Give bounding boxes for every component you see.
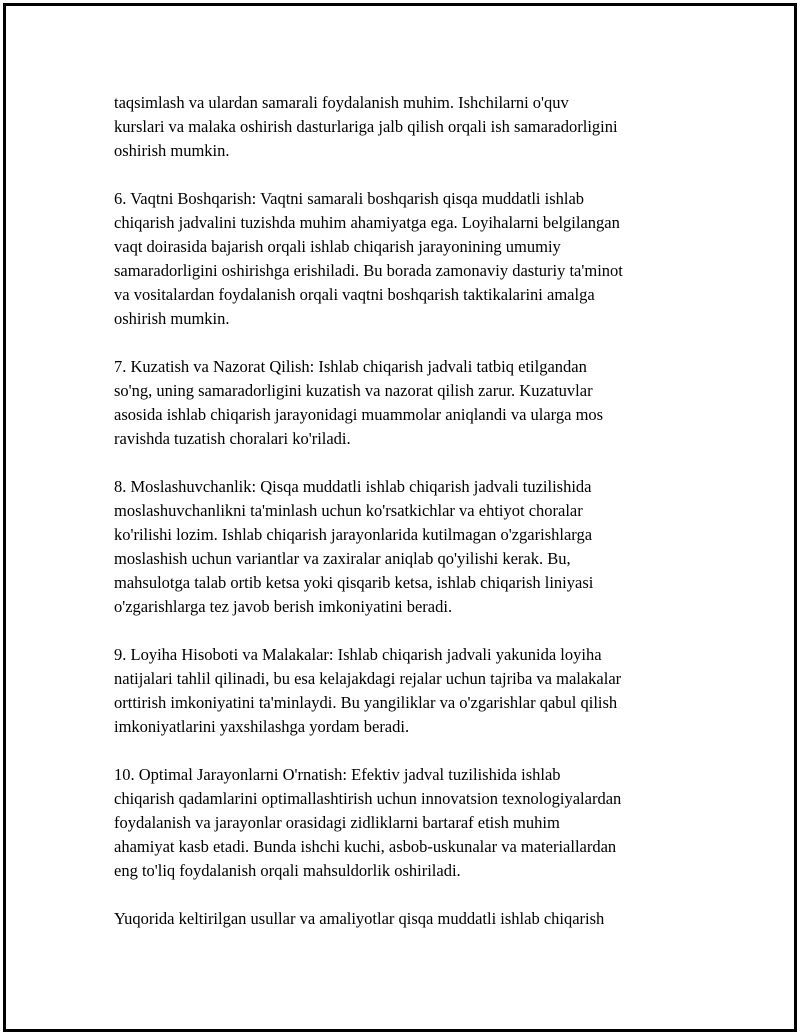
- paragraph-monitoring: [114, 355, 694, 451]
- text-line: 9. Loyiha Hisoboti va Malakalar: Ishlab chiqarish jadvali yakunida loyiha: [114, 645, 602, 664]
- text-line: va vositalardan foydalanish orqali vaqtni boshqarish taktikalarini amalga: [114, 285, 595, 304]
- text-line: imkoniyatlarini yaxshilashga yordam beradi.: [114, 717, 410, 736]
- text-line: 7. Kuzatish va Nazorat Qilish: Ishlab chiqarish jadvali tatbiq etilgandan: [114, 357, 587, 376]
- text-line: oshirish mumkin.: [114, 141, 230, 160]
- text-line: foydalanish va jarayonlar orasidagi zidliklarni bartaraf etish muhim: [114, 813, 560, 832]
- text-line: vaqt doirasida bajarish orqali ishlab chiqarish jarayonining umumiy: [114, 237, 561, 256]
- paragraph-conclusion: [114, 907, 694, 931]
- text-line: ko'rilishi lozim. Ishlab chiqarish jarayonlarida kutilmagan o'zgarishlarga: [114, 525, 593, 544]
- text-line: kurslari va malaka oshirish dasturlariga jalb qilish orqali ish samaradorligini: [114, 117, 618, 136]
- paragraph-time-management: [114, 187, 694, 331]
- document-body: [114, 91, 694, 931]
- text-line: o'zgarishlarga tez javob berish imkoniyatini beradi.: [114, 597, 453, 616]
- text-line: Yuqorida keltirilgan usullar va amaliyotlar qisqa muddatli ishlab chiqarish: [114, 909, 605, 928]
- paragraph-gap: [114, 883, 694, 907]
- text-line: samaradorligini oshirishga erishiladi. Bu borada zamonaviy dasturiy ta'minot: [114, 261, 623, 280]
- text-line: ahamiyat kasb etadi. Bunda ishchi kuchi, asbob-uskunalar va materiallardan: [114, 837, 617, 856]
- paragraph-gap: [114, 451, 694, 475]
- text-line: moslashuvchanlikni ta'minlash uchun ko'rsatkichlar va ehtiyot choralar: [114, 501, 583, 520]
- paragraph-optimal-processes: [114, 763, 694, 883]
- paragraph-gap: [114, 739, 694, 763]
- text-line: asosida ishlab chiqarish jarayonidagi muammolar aniqlandi va ularga mos: [114, 405, 604, 424]
- paragraph-gap: [114, 619, 694, 643]
- text-line: 8. Moslashuvchanlik: Qisqa muddatli ishlab chiqarish jadvali tuzilishida: [114, 477, 592, 496]
- text-line: chiqarish jadvalini tuzishda muhim ahamiyatga ega. Loyihalarni belgilangan: [114, 213, 620, 232]
- paragraph-gap: [114, 331, 694, 355]
- text-line: eng to'liq foydalanish orqali mahsuldorlik oshiriladi.: [114, 861, 461, 880]
- paragraph-project-report: [114, 643, 694, 739]
- text-line: ravishda tuzatish choralari ko'riladi.: [114, 429, 351, 448]
- paragraph-gap: [114, 163, 694, 187]
- text-line: 10. Optimal Jarayonlarni O'rnatish: Efektiv jadval tuzilishida ishlab: [114, 765, 561, 784]
- text-line: mahsulotga talab ortib ketsa yoki qisqarib ketsa, ishlab chiqarish liniyasi: [114, 573, 594, 592]
- text-line: oshirish mumkin.: [114, 309, 230, 328]
- text-line: natijalari tahlil qilinadi, bu esa kelajakdagi rejalar uchun tajriba va malakalar: [114, 669, 622, 688]
- paragraph-flexibility: [114, 475, 694, 619]
- paragraph-continuation: [114, 91, 694, 163]
- text-line: orttirish imkoniyatini ta'minlaydi. Bu yangiliklar va o'zgarishlar qabul qilish: [114, 693, 618, 712]
- text-line: so'ng, uning samaradorligini kuzatish va nazorat qilish zarur. Kuzatuvlar: [114, 381, 593, 400]
- text-line: moslashish uchun variantlar va zaxiralar aniqlab qo'yilishi kerak. Bu,: [114, 549, 571, 568]
- text-line: chiqarish qadamlarini optimallashtirish uchun innovatsion texnologiyalardan: [114, 789, 622, 808]
- text-line: 6. Vaqtni Boshqarish: Vaqtni samarali boshqarish qisqa muddatli ishlab: [114, 189, 585, 208]
- text-line: taqsimlash va ulardan samarali foydalanish muhim. Ishchilarni o'quv: [114, 93, 569, 112]
